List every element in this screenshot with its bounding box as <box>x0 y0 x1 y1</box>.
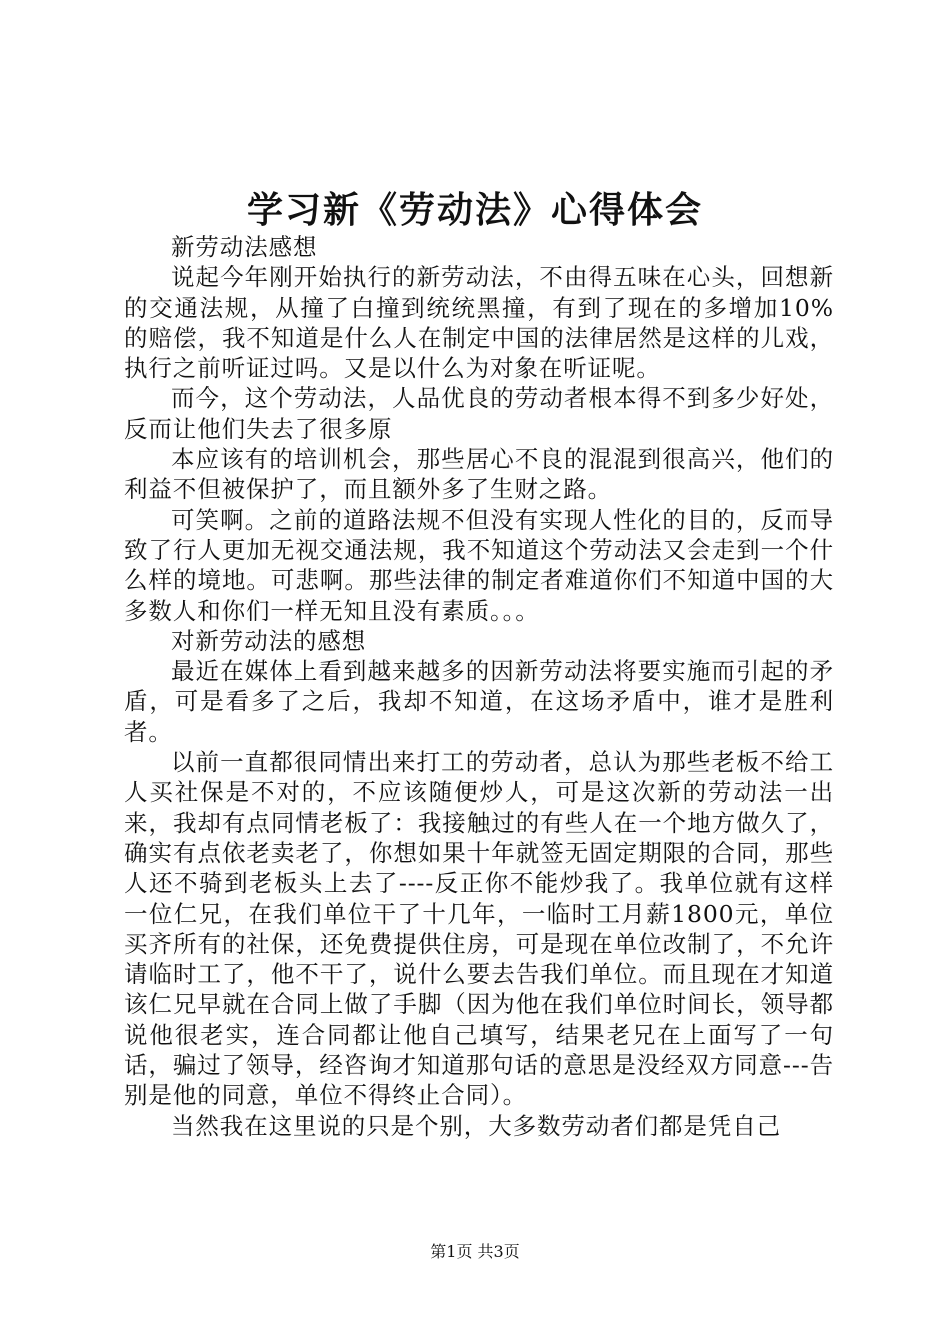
page-footer: 第1页 共3页 <box>430 1242 520 1261</box>
paragraph: 而今，这个劳动法，人品优良的劳动者根本得不到多少好处，反而让他们失去了很多原 <box>124 384 834 443</box>
document-body <box>124 232 834 1141</box>
document-title: 学习新《劳动法》心得体会 <box>246 189 703 231</box>
paragraph-heading-1: 新劳动法感想 <box>171 233 318 261</box>
paragraph: 说起今年刚开始执行的新劳动法，不由得五味在心头，回想新的交通法规，从撞了白撞到统统黑撞，有到了现在的多增加10%的赔偿，我不知道是什么人在制定中国的法律居然是这样的儿戏，执行之前听证过吗。又是以什么为对象在听证呢。 <box>124 263 834 383</box>
paragraph: 以前一直都很同情出来打工的劳动者，总认为那些老板不给工人买社保是不对的，不应该随便炒人，可是这次新的劳动法一出来，我却有点同情老板了：我接触过的有些人在一个地方做久了，确实有点依老卖老了，你想如果十年就签无固定期限的合同，那些人还不骑到老板头上去了----反正你不能炒我了。我单位就有这样一位仁兄，在我们单位干了十几年，一临时工月薪1800元，单位买齐所有的社保，还免费提供住房，可是现在单位改制了，不允许请临时工了，他不干了，说什么要去告我们单位。而且现在才知道该仁兄早就在合同上做了手脚（因为他在我们单位时间长，领导都说他很老实，连合同都让他自己填写，结果老兄在上面写了一句话，骗过了领导，经咨询才知道那句话的意思是没经双方同意---告别是他的同意，单位不得终止合同）。 <box>124 748 834 1110</box>
paragraph: 当然我在这里说的只是个别，大多数劳动者们都是凭自己 <box>171 1111 781 1140</box>
paragraph: 本应该有的培训机会，那些居心不良的混混到很高兴，他们的利益不但被保护了，而且额外多了生财之路。 <box>124 445 834 504</box>
paragraph-heading-2: 对新劳动法的感想 <box>171 626 367 655</box>
paragraph: 可笑啊。之前的道路法规不但没有实现人性化的目的，反而导致了行人更加无视交通法规，我不知道这个劳动法又会走到一个什么样的境地。可悲啊。那些法律的制定者难道你们不知道中国的大多数人和你们一样无知且没有素质。。。 <box>124 505 834 625</box>
paragraph: 最近在媒体上看到越来越多的因新劳动法将要实施而引起的矛盾，可是看多了之后，我却不知道，在这场矛盾中，谁才是胜利者。 <box>124 657 834 746</box>
